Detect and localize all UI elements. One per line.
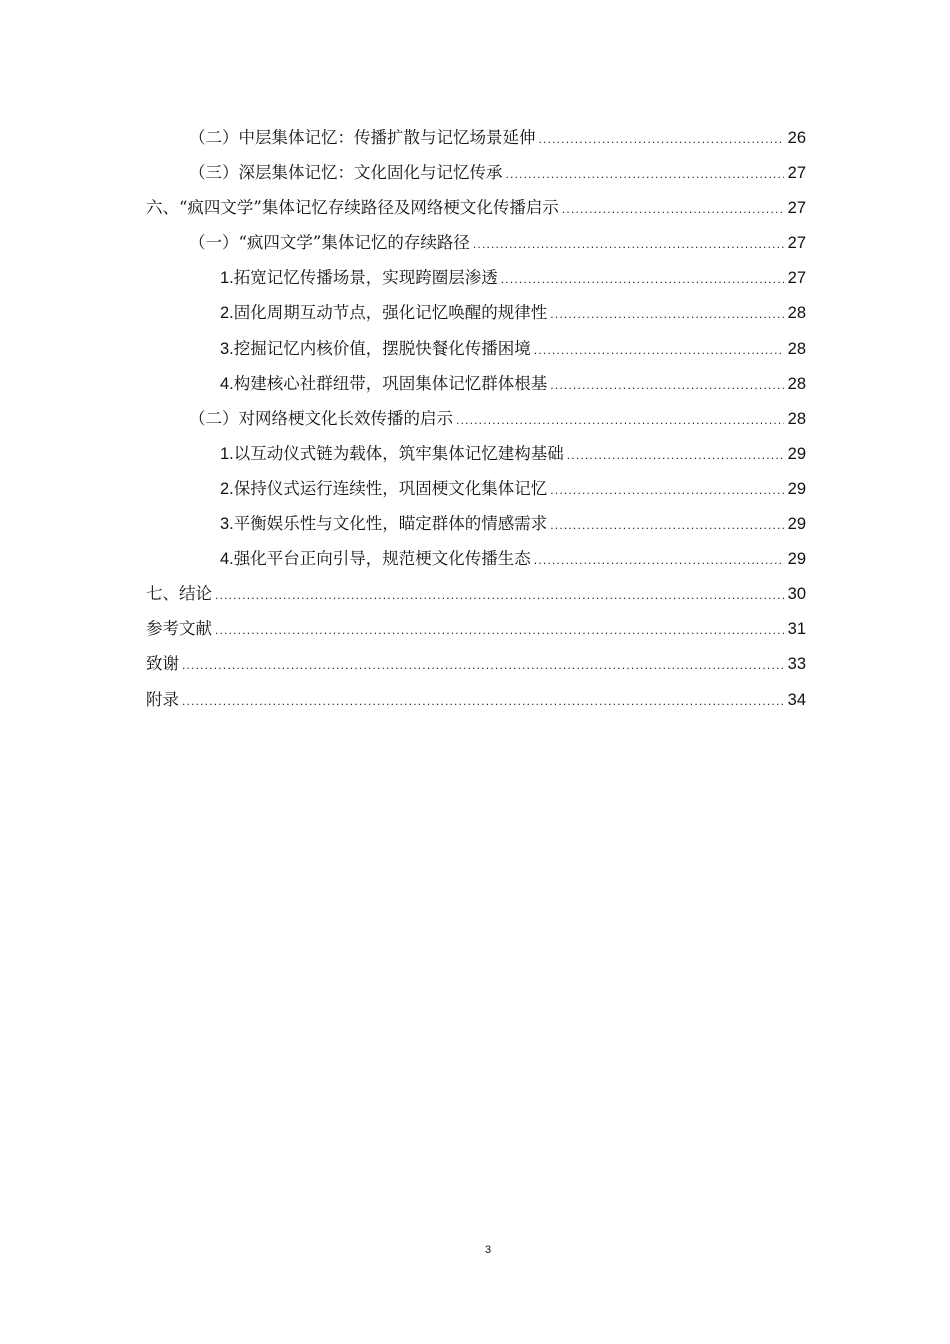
toc-entry[interactable] (146, 366, 806, 401)
toc-leader-dots (473, 227, 784, 262)
toc-entry-page: 28 (787, 374, 806, 393)
toc-entry-page: 28 (787, 409, 806, 428)
toc-entry-number: 3. (220, 339, 234, 358)
toc-entry-page: 28 (787, 304, 806, 323)
toc-leader-dots (501, 262, 784, 297)
toc-entry[interactable] (146, 506, 806, 541)
toc-entry-title (146, 611, 212, 647)
toc-leader-dots (182, 648, 784, 683)
toc-entry-title (146, 190, 559, 226)
toc-entry-page: 28 (787, 339, 806, 358)
toc-entry[interactable] (146, 331, 806, 366)
toc-entry-title (146, 576, 212, 612)
toc-entry[interactable] (146, 155, 806, 190)
toc-entry-page: 29 (787, 479, 806, 498)
toc-entry[interactable] (146, 682, 806, 717)
toc-entry-page: 26 (787, 129, 806, 147)
toc-entry-title (189, 401, 453, 437)
toc-entry[interactable] (146, 576, 806, 611)
toc-leader-dots (456, 403, 784, 438)
toc-entry-page: 27 (787, 269, 806, 288)
toc-leader-dots (550, 508, 783, 543)
toc-entry-text: 七、结论 (146, 584, 212, 604)
toc-entry-title (220, 260, 498, 296)
toc-entry-page: 30 (787, 585, 806, 604)
toc-entry[interactable] (146, 120, 806, 155)
toc-entry-title (189, 225, 470, 261)
toc-entry[interactable] (146, 295, 806, 330)
toc-entry[interactable] (146, 611, 806, 646)
toc-entry-text: 拓宽记忆传播场景，实现跨圈层渗透 (233, 268, 498, 288)
toc-entry[interactable] (146, 471, 806, 506)
toc-entry-page: 27 (787, 164, 806, 183)
toc-entry-text: 构建核心社群纽带，巩固集体记忆群体根基 (233, 373, 548, 393)
toc-entry[interactable] (146, 541, 806, 576)
toc-entry-page: 29 (787, 550, 806, 569)
toc-entry-title (220, 471, 547, 507)
toc-entry-title (220, 541, 531, 577)
toc-entry-title (146, 682, 179, 718)
toc-entry-number: 3. (220, 515, 234, 534)
toc-entry-title (220, 295, 547, 331)
toc-entry-text: 固化周期互动节点，强化记忆唤醒的规律性 (233, 303, 548, 323)
toc-entry-title (220, 436, 564, 472)
toc-entry-page: 31 (787, 620, 806, 639)
toc-leader-dots (562, 192, 784, 227)
toc-entry-page: 34 (787, 690, 806, 709)
toc-leader-dots (550, 297, 783, 332)
toc-entry-title (220, 331, 531, 367)
toc-entry-text: 附录 (146, 689, 179, 709)
toc-entry-title (220, 366, 547, 402)
toc-entry[interactable] (146, 401, 806, 436)
toc-leader-dots (215, 578, 784, 613)
toc-entry-text: （一）“疯四文学”集体记忆的存续路径 (189, 233, 470, 253)
toc-leader-dots (506, 157, 784, 192)
toc-entry-title (189, 120, 536, 156)
toc-entry-text: 以互动仪式链为载体，筑牢集体记忆建构基础 (233, 443, 564, 463)
toc-entry-number: 1. (220, 269, 234, 288)
toc-entry-text: 致谢 (146, 654, 179, 674)
toc-entry[interactable] (146, 190, 806, 225)
toc-leader-dots (539, 122, 784, 157)
toc-leader-dots (534, 543, 784, 578)
toc-entry-title (189, 155, 503, 191)
toc-entry-number: 1. (220, 444, 234, 463)
toc-entry[interactable] (146, 260, 806, 295)
toc-entry-page: 27 (787, 199, 806, 218)
toc-leader-dots (567, 438, 784, 473)
toc-entry-text: 强化平台正向引导，规范梗文化传播生态 (233, 549, 531, 569)
toc-entry-text: （三）深层集体记忆：文化固化与记忆传承 (189, 163, 503, 183)
toc-entry[interactable] (146, 436, 806, 471)
toc-leader-dots (550, 473, 783, 508)
toc-entry[interactable] (146, 225, 806, 260)
toc-leader-dots (534, 333, 784, 368)
toc-entry-number: 2. (220, 304, 234, 323)
table-of-contents (146, 120, 806, 717)
toc-entry-page: 27 (787, 234, 806, 253)
toc-entry-text: 平衡娱乐性与文化性，瞄定群体的情感需求 (233, 514, 548, 534)
toc-entry-text: 挖掘记忆内核价值，摆脱快餐化传播困境 (233, 338, 531, 358)
toc-entry-number: 4. (220, 374, 234, 393)
toc-entry[interactable] (146, 646, 806, 681)
page-number: 3 (484, 1244, 492, 1256)
toc-leader-dots (182, 684, 784, 719)
toc-entry-text: 六、“疯四文学”集体记忆存续路径及网络梗文化传播启示 (146, 198, 559, 218)
toc-leader-dots (550, 368, 783, 403)
toc-entry-title (220, 506, 547, 542)
toc-leader-dots (215, 613, 784, 648)
toc-entry-page: 29 (787, 515, 806, 534)
toc-entry-number: 2. (220, 479, 234, 498)
toc-entry-page: 33 (787, 655, 806, 674)
toc-entry-page: 29 (787, 444, 806, 463)
toc-entry-text: 参考文献 (146, 619, 212, 639)
toc-entry-text: （二）中层集体记忆：传播扩散与记忆场景延伸 (189, 128, 536, 147)
toc-entry-text: 保持仪式运行连续性，巩固梗文化集体记忆 (233, 478, 548, 498)
toc-entry-text: （二）对网络梗文化长效传播的启示 (189, 408, 453, 428)
toc-entry-title (146, 646, 179, 682)
toc-entry-number: 4. (220, 550, 234, 569)
